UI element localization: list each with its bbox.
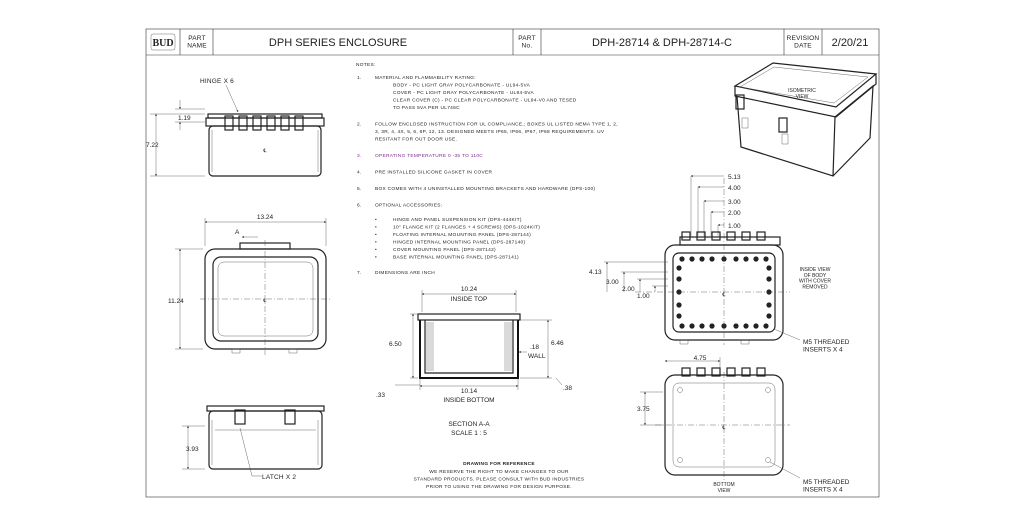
- note-number: 3.: [357, 154, 362, 159]
- dim-4-75: 4.75: [693, 355, 707, 362]
- section-title: SECTION A-A: [448, 421, 490, 428]
- notes-block: [356, 62, 618, 276]
- accessory-item: FLOATING INTERNAL MOUNTING PANEL (DPS-287144): [393, 233, 531, 238]
- part-no-label: PART No.: [518, 35, 536, 50]
- dim-3-93: 3.93: [186, 446, 199, 453]
- boss-dot: [766, 276, 771, 281]
- hinge-mark: [757, 232, 765, 240]
- hinge-mark: [712, 232, 720, 240]
- note-number: 1.: [357, 76, 362, 81]
- dim-7-22: 7.22: [146, 142, 159, 149]
- note-number: 5.: [357, 187, 362, 192]
- dim-10-24: 10.24: [460, 286, 478, 293]
- wall-label: WALL: [528, 353, 546, 360]
- footer-line: STANDARD PRODUCTS. PLEASE CONSULT WITH BUD INDUSTRIES: [413, 477, 585, 483]
- reference-footer: [414, 461, 585, 490]
- accessory-bullet: •: [375, 248, 377, 253]
- boss-dot: [676, 265, 681, 270]
- dim-10-14: 10.14: [460, 388, 478, 395]
- boss-dot: [676, 276, 681, 281]
- svg-text:℄: ℄: [263, 298, 267, 304]
- boss-dot: [676, 313, 681, 318]
- dim-value: 4.00: [728, 185, 741, 192]
- boss-dot: [689, 323, 694, 328]
- boss-dot: [743, 323, 748, 328]
- note-line: BODY - PC LIGHT GRAY POLYCARBONATE - UL94-5VA: [393, 83, 531, 89]
- note-line: COVER - PC LIGHT GRAY POLYCARBONATE - UL94-5VA: [393, 91, 534, 96]
- boss-dot: [733, 323, 738, 328]
- boss-dot: [766, 302, 771, 307]
- m5-inserts-label-1: M5 THREADED INSERTS X 4: [803, 339, 850, 354]
- dim-value: 3.00: [728, 199, 741, 206]
- dim-value: 5.13: [728, 174, 741, 181]
- dim-0-18: .18: [530, 344, 540, 351]
- note-line: OPTIONAL ACCESSORIES:: [375, 203, 443, 209]
- boss-dot: [709, 256, 714, 261]
- section-view: [376, 286, 572, 437]
- boss-dot: [743, 256, 748, 261]
- boss-dot: [763, 256, 768, 261]
- inside-bottom-label: INSIDE BOTTOM: [443, 397, 495, 404]
- note-line: DIMENSIONS ARE INCH: [375, 271, 436, 276]
- side-view: [146, 78, 324, 176]
- bottom-view: [637, 355, 850, 494]
- accessory-bullet: •: [375, 240, 377, 246]
- section-marker-a: A: [235, 229, 240, 236]
- inside-view: [589, 174, 850, 353]
- accessory-bullet: •: [375, 233, 377, 238]
- boss-dot: [689, 256, 694, 261]
- part-name: DPH SERIES ENCLOSURE: [268, 37, 408, 49]
- boss-dot: [676, 302, 681, 307]
- latch-label: LATCH X 2: [262, 474, 297, 481]
- revision-date-label: REVISION DATE: [786, 35, 820, 50]
- boss-dot: [766, 265, 771, 270]
- section-ribs: [427, 322, 511, 371]
- dim-value: 4.13: [589, 269, 602, 276]
- boss-dot: [679, 323, 684, 328]
- dim-0-33: .33: [376, 392, 386, 399]
- section-scale: SCALE 1 : 5: [451, 430, 487, 437]
- note-number: 6.: [357, 203, 362, 209]
- footer-title: DRAWING FOR REFERENCE: [463, 462, 535, 467]
- note-number: 2.: [357, 122, 362, 128]
- boss-dot: [699, 323, 704, 328]
- bottom-view-label: BOTTOM VIEW: [713, 482, 735, 494]
- note-line: PRE INSTALLED SILICONE GASKET IN COVER: [375, 170, 493, 176]
- note-line: MATERIAL AND FLAMMABILITY RATING:: [375, 76, 476, 81]
- svg-text:℄: ℄: [722, 292, 726, 298]
- dim-6-46: 6.46: [551, 340, 564, 347]
- note-number: 4.: [357, 170, 362, 176]
- accessory-bullet: •: [375, 255, 377, 261]
- note-line: RESITANT FOR OUT DOOR USE.: [375, 137, 458, 143]
- revision-date: 2/20/21: [831, 37, 869, 49]
- inside-top-label: INSIDE TOP: [450, 296, 488, 303]
- note-line: 3, 3R, 4, 4X, 5, 6, 6P, 12, 13. DESIGNED MEETS IP65, IP66, IP67, IP68 REQUIREMENTS. UV: [375, 130, 605, 135]
- notes-title: NOTES:: [356, 63, 376, 68]
- dim-value: 1.00: [637, 293, 650, 300]
- boss-dot: [679, 256, 684, 261]
- boss-dot: [733, 256, 738, 261]
- note-line: TO PASS 5VA PER UL746C: [393, 106, 460, 111]
- svg-text:℄: ℄: [722, 425, 726, 431]
- accessory-item: HINGE AND PANEL SUSPENSION KIT (DPS-444KIT): [393, 218, 522, 223]
- inside-top-dimensions: [691, 174, 741, 236]
- isometric-view: [735, 63, 876, 176]
- boss-dot: [766, 313, 771, 318]
- hinge-mark: [727, 232, 735, 240]
- hinge-label: HINGE X 6: [200, 78, 234, 85]
- dim-value: 1.00: [728, 223, 741, 230]
- accessory-item: 10" FLANGE KIT (2 FLANGES + 4 SCREWS) (DPS-1024KIT): [393, 225, 541, 231]
- note-line: BOX COMES WITH 4 UNINSTALLED MOUNTING BRACKETS AND HARDWARE (DPS-100): [375, 187, 596, 192]
- hinge-mark: [742, 232, 750, 240]
- dim-0-38: .38: [563, 385, 573, 392]
- dim-value: 3.00: [606, 279, 619, 286]
- dim-value: 2.00: [622, 286, 635, 293]
- isometric-label: ISOMETRIC VIEW: [788, 88, 816, 100]
- dim-6-50: 6.50: [389, 341, 402, 348]
- boss-dot: [699, 256, 704, 261]
- inside-view-label: INSIDE VIEW OF BODY WITH COVER REMOVED: [799, 267, 831, 291]
- note-line: CLEAR COVER (C) - PC CLEAR POLYCARBONATE - UL94-V0 AND TESED: [393, 98, 577, 104]
- note-line: OPERATING TEMPERATURE 0 -35 TO 110C: [375, 154, 484, 159]
- dim-11-24: 11.24: [168, 298, 184, 305]
- top-view: [168, 214, 331, 355]
- hinge-mark: [682, 232, 690, 240]
- logo-text: BUD: [152, 38, 174, 49]
- dim-3-75: 3.75: [637, 406, 650, 413]
- boss-dot: [753, 256, 758, 261]
- accessory-item: HINGED INTERNAL MOUNTING PANEL (DPS-287140): [393, 240, 526, 246]
- part-name-label: PART NAME: [187, 35, 207, 50]
- footer-line: WE RESERVE THE RIGHT TO MAKE CHANGES TO OUR: [429, 470, 569, 475]
- boss-dot: [763, 323, 768, 328]
- boss-dot: [753, 323, 758, 328]
- bud-logo: [151, 34, 175, 50]
- accessory-item: COVER MOUNTING PANEL (DPS-287142): [393, 248, 496, 253]
- dim-value: 2.00: [728, 210, 741, 217]
- title-block: [146, 29, 879, 55]
- accessory-item: BASE INTERNAL MOUNTING PANEL (DPS-287141): [393, 255, 519, 261]
- centerline-mark: ℄: [263, 148, 267, 154]
- accessory-bullet: •: [375, 225, 377, 231]
- note-number: 7.: [357, 271, 362, 276]
- inside-left-dimensions: [589, 262, 668, 300]
- boss-dot: [709, 323, 714, 328]
- part-number: DPH-28714 & DPH-28714-C: [591, 37, 733, 49]
- accessory-bullet: •: [375, 218, 377, 223]
- dim-13-24: 13.24: [256, 214, 274, 221]
- footer-line: PRIOR TO USING THE DRAWING FOR DESIGN PURPOSE.: [426, 485, 572, 490]
- m5-inserts-label-2: M5 THREADED INSERTS X 4: [803, 479, 850, 494]
- note-line: FOLLOW ENCLOSED INSTRUCTION FOR UL COMPLIANCE.; BOXES UL LISTED NEMA TYPE 1, 2,: [375, 122, 618, 128]
- dim-1-19: 1.19: [178, 115, 191, 122]
- front-view: [182, 406, 324, 481]
